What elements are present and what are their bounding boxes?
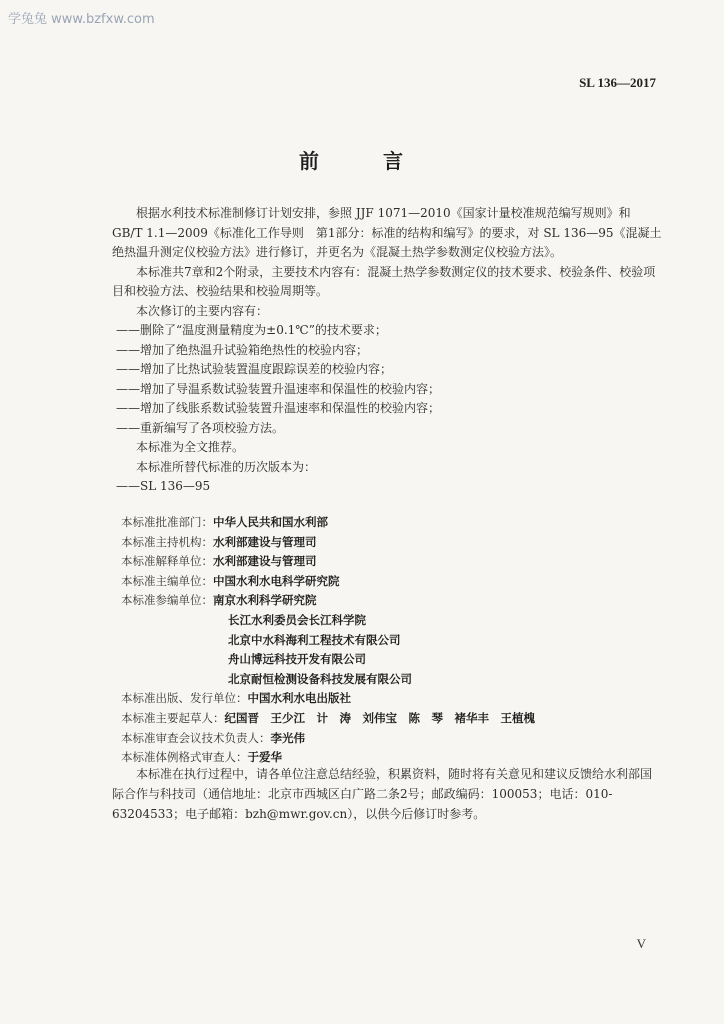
interpret-row <box>121 552 641 572</box>
standard-code: SL 136—2017 <box>579 75 656 90</box>
approve-value: 中华人民共和国水利部 <box>213 515 328 529</box>
paragraph-recommendation: 本标准为全文推荐。 <box>136 440 245 454</box>
participant-item: 长江水利委员会长江科学院 <box>228 612 366 627</box>
list-item: ——重新编写了各项校验方法。 <box>116 420 285 435</box>
approve-label: 本标准批准部门： <box>121 515 213 529</box>
review-value: 李光伟 <box>270 730 305 745</box>
host-value: 水利部建设与管理司 <box>213 534 317 549</box>
review-label: 本标准审查会议技术负责人： <box>121 730 271 745</box>
paragraph-feedback: 本标准在执行过程中，请各单位注意总结经验，积累资料，随时将有关意见和建议反馈给水利部国际合作与科技司（通信地址：北京市西城区白广路二条2号；邮政编码：100053；电话：010-63204533；电子邮箱：bzh@mwr.gov.cn），以供今后修订时参考。 <box>112 767 653 821</box>
chief-label: 本标准主编单位： <box>121 573 213 588</box>
format-value: 于爱华 <box>247 750 282 765</box>
host-row <box>121 533 641 553</box>
list-item: ——增加了绝热温升试验箱绝热性的校验内容； <box>116 342 369 357</box>
chief-value: 中国水利水电科学研究院 <box>213 573 340 588</box>
participant-item: 北京中水科海利工程技术有限公司 <box>228 632 401 647</box>
paragraph-revision-basis: 根据水利技术标准制修订计划安排，参照 JJF 1071—2010《国家计量校准规范编写规则》和 GB/T 1.1—2009《标准化工作导则 第1部分：标准的结构和编写》的要求，对 SL 136—95《混凝土绝热温升测定仪校验方法》进行修订，并更名为《混凝土热学参数测定仪校验方法》。 <box>112 206 662 259</box>
foreword-body <box>112 204 662 497</box>
list-item: ——增加了线胀系数试验装置升温速率和保温性的校验内容； <box>116 401 441 415</box>
participant-item: 南京水利科学研究院 <box>213 593 317 608</box>
list-item: ——删除了“温度测量精度为±0.1℃”的技术要求； <box>116 323 387 337</box>
site-watermark: 学兔兔 www.bzfxw.com <box>8 12 155 27</box>
approve-row <box>121 513 641 533</box>
drafters-row <box>121 709 641 729</box>
list-item: ——增加了比热试验装置温度跟踪误差的校验内容； <box>116 362 393 376</box>
closing-paragraph-block <box>112 764 662 824</box>
paragraph-changes-intro: 本次修订的主要内容有： <box>136 303 269 318</box>
participants-row <box>121 591 641 611</box>
participants-label: 本标准参编单位： <box>121 593 213 608</box>
interpret-value: 水利部建设与管理司 <box>213 554 317 569</box>
review-row <box>121 729 641 749</box>
participant-item: 舟山博远科技开发有限公司 <box>228 652 366 667</box>
drafters-value: 纪国晋 王少江 计 涛 刘伟宝 陈 琴 褚华丰 王植槐 <box>224 710 535 725</box>
page-title: 前 言 <box>299 149 425 173</box>
interpret-label: 本标准解释单位： <box>121 554 213 569</box>
organization-block <box>121 513 641 768</box>
page-number: V <box>636 936 646 951</box>
publisher-value: 中国水利水电出版社 <box>247 691 351 706</box>
host-label: 本标准主持机构： <box>121 534 213 549</box>
format-label: 本标准体例格式审查人： <box>121 750 248 765</box>
previous-version-item: ——SL 136—95 <box>116 479 211 493</box>
participant-item: 北京耐恒检测设备科技发展有限公司 <box>228 671 412 686</box>
chief-row <box>121 572 641 592</box>
paragraph-scope: 本标准共7章和2个附录，主要技术内容有：混凝土热学参数测定仪的技术要求、校验条件、校验项目和校验方法、校验结果和校验周期等。 <box>112 264 656 298</box>
drafters-label: 本标准主要起草人： <box>121 710 225 725</box>
list-item: ——增加了导温系数试验装置升温速率和保温性的校验内容； <box>116 381 441 396</box>
publisher-label: 本标准出版、发行单位： <box>121 691 248 706</box>
paragraph-previous-versions: 本标准所替代标准的历次版本为： <box>136 459 317 474</box>
publisher-row <box>121 689 641 709</box>
